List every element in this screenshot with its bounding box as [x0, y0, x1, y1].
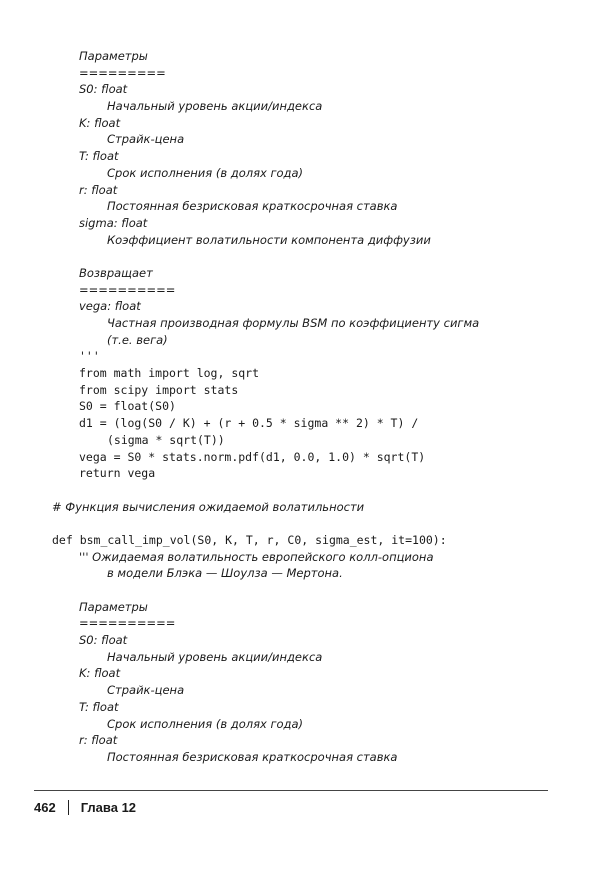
docstring-close: ''' — [79, 349, 100, 364]
code-line: (sigma * sqrt(T)) — [107, 432, 225, 447]
param-description: Страйк-цена — [107, 683, 185, 698]
param-name: S0: float — [79, 633, 128, 648]
return-name: vega: float — [79, 299, 141, 314]
param-name: r: float — [79, 182, 118, 197]
param-name: r: float — [79, 733, 118, 748]
param-description: Начальный уровень акции/индекса — [107, 649, 323, 664]
docstring-open: ''' Ожидаемая волатильность европейского колл-опциона — [79, 549, 434, 564]
code-line: return vega — [79, 466, 156, 481]
function-definition: def bsm_call_imp_vol(S0, K, T, r, C0, sigma_est, it=100): — [52, 532, 447, 547]
param-description: Срок исполнения (в долях года) — [107, 165, 304, 180]
docstring-section-heading: Параметры — [79, 599, 148, 614]
docstring-underline: ========== — [79, 282, 176, 297]
param-name: K: float — [79, 666, 121, 681]
docstring-underline: ========= — [79, 65, 166, 80]
param-name: T: float — [79, 149, 119, 164]
code-line: d1 = (log(S0 / K) + (r + 0.5 * sigma ** 2) * T) / — [79, 416, 419, 431]
param-description: Страйк-цена — [107, 132, 185, 147]
code-line: vega = S0 * stats.norm.pdf(d1, 0.0, 1.0) * sqrt(T) — [79, 449, 426, 464]
param-description: Начальный уровень акции/индекса — [107, 99, 323, 114]
param-description: Постоянная безрисковая краткосрочная ставка — [107, 199, 398, 214]
param-name: S0: float — [79, 82, 128, 97]
footer-separator — [68, 800, 69, 815]
param-description: Постоянная безрисковая краткосрочная ставка — [107, 749, 398, 764]
docstring-underline: ========== — [79, 616, 176, 631]
chapter-label: Глава 12 — [80, 799, 137, 815]
code-line: from scipy import stats — [79, 382, 239, 397]
code-comment: # Функция вычисления ожидаемой волатильности — [52, 499, 365, 514]
code-listing — [52, 48, 572, 766]
page-number: 462 — [34, 799, 56, 815]
return-description: Частная производная формулы BSM по коэффициенту сигма — [107, 316, 480, 330]
param-name: T: float — [79, 699, 119, 714]
param-name: K: float — [79, 115, 121, 130]
param-description: Срок исполнения (в долях года) — [107, 716, 304, 731]
page-footer — [34, 797, 136, 817]
docstring-section-heading: Возвращает — [79, 265, 153, 280]
docstring-section-heading: Параметры — [79, 49, 148, 63]
param-description: Коэффициент волатильности компонента диффузии — [107, 232, 431, 247]
param-name: sigma: float — [79, 215, 148, 230]
code-line: S0 = float(S0) — [79, 399, 176, 414]
footer-divider — [34, 790, 548, 791]
docstring-text: в модели Блэка — Шоулза — Мертона. — [107, 566, 343, 581]
code-line: from math import log, sqrt — [79, 366, 260, 381]
return-description: (т.е. вега) — [107, 332, 168, 347]
